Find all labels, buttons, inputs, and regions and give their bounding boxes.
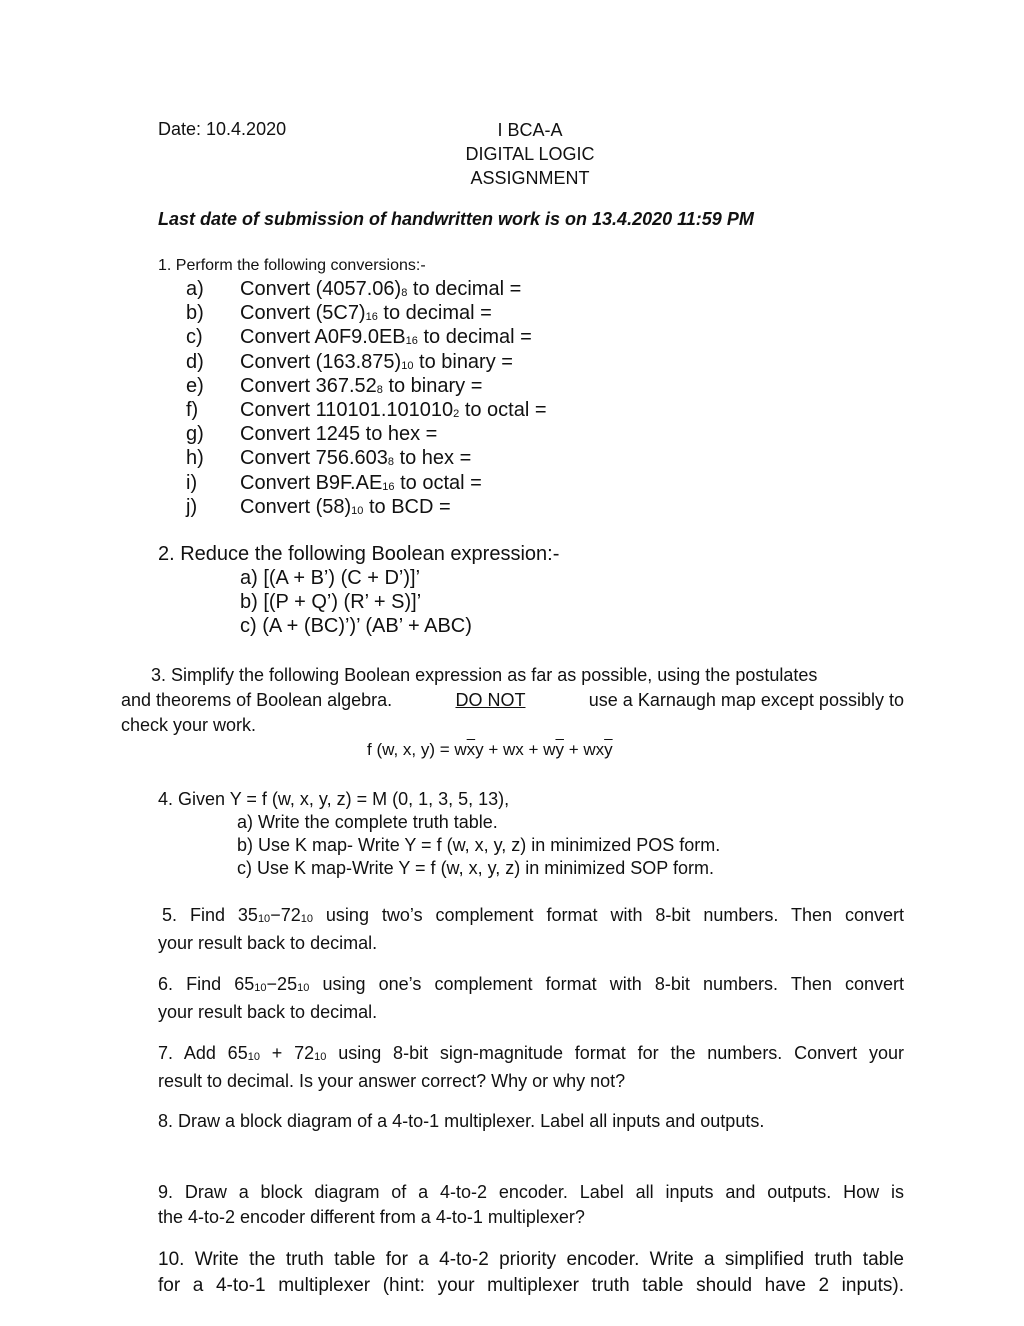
q7-text: using 8-bit sign-magnitude format for the numbers. Convert your bbox=[326, 1043, 904, 1063]
question-10-line-2: for a 4-to-1 multiplexer (hint: your multiplexer truth table should have 2 inputs). bbox=[158, 1275, 904, 1296]
q7-text: 7. Add 65 bbox=[158, 1043, 248, 1063]
conversion-item bbox=[186, 302, 492, 325]
eq-part: + wx bbox=[563, 740, 605, 759]
conversion-item-text: Convert (58) bbox=[240, 495, 352, 518]
question-9-line-2: the 4-to-2 encoder different from a 4-to-1 multiplexer? bbox=[158, 1207, 585, 1227]
conversion-item-label: e) bbox=[186, 374, 204, 397]
question-2-title: 2. Reduce the following Boolean expression:- bbox=[158, 543, 560, 565]
conversion-item-text-end: to BCD = bbox=[363, 495, 451, 518]
question-4-title: 4. Given Y = f (w, x, y, z) = M (0, 1, 3, 5, 13), bbox=[158, 789, 510, 809]
conversion-item-text-end: to decimal = bbox=[377, 302, 492, 325]
question-10-line-1: 10. Write the truth table for a 4-to-2 priority encoder. Write a simplified truth table bbox=[158, 1249, 904, 1270]
conversion-item-base: 2 bbox=[453, 408, 460, 420]
question-7 bbox=[158, 1041, 904, 1094]
conversion-item-text: Convert 367.52 bbox=[240, 374, 377, 397]
conversion-item-base: 16 bbox=[382, 480, 395, 493]
conversion-item-text: Convert A0F9.0EB bbox=[240, 326, 406, 349]
question-7-line-1 bbox=[158, 1041, 904, 1069]
question-3-line-2a: and theorems of Boolean algebra. bbox=[121, 690, 393, 710]
q5-sub: 10 bbox=[257, 913, 271, 925]
eq-overline-y: $\overline{y}$ bbox=[604, 740, 613, 759]
conversion-item-base: 10 bbox=[351, 504, 364, 517]
question-4-item-b: b) Use K map- Write Y = f (w, x, y, z) in minimized POS form. bbox=[237, 835, 721, 855]
question-9 bbox=[158, 1180, 904, 1230]
q7-sub: 10 bbox=[314, 1051, 327, 1063]
conversion-item-label: j) bbox=[186, 495, 198, 518]
question-2-item-c: c) (A + (BC)’)’ (AB’ + ABC) bbox=[240, 615, 472, 637]
question-4-item-c: c) Use K map-Write Y = f (w, x, y, z) in minimized SOP form. bbox=[237, 858, 714, 878]
conversion-item-text-end: to octal = bbox=[459, 399, 547, 421]
conversion-item bbox=[186, 326, 532, 349]
conversion-item-text-end: to decimal = bbox=[407, 278, 522, 300]
conversion-item-text-end: to binary = bbox=[413, 350, 513, 373]
question-8: 8. Draw a block diagram of a 4-to-1 multiplexer. Label all inputs and outputs. bbox=[158, 1111, 765, 1131]
conversion-item-text-end: to octal = bbox=[394, 471, 482, 494]
conversion-item bbox=[186, 496, 451, 519]
q6-text: 6. Find 65 bbox=[158, 974, 255, 994]
conversion-item-base: 10 bbox=[401, 359, 414, 372]
conversion-item bbox=[186, 472, 482, 495]
conversion-item-label: h) bbox=[186, 447, 204, 470]
question-3-line-2 bbox=[121, 688, 904, 713]
class-name: I BCA-A bbox=[497, 120, 563, 140]
conversion-item-base: 8 bbox=[401, 287, 408, 299]
eq-part: y + wx + w bbox=[475, 740, 556, 759]
deadline-notice: Last date of submission of handwritten work is on 13.4.2020 11:59 PM bbox=[158, 209, 754, 229]
header-block bbox=[430, 118, 630, 190]
question-7-line-2: result to decimal. Is your answer correct? Why or why not? bbox=[158, 1071, 626, 1091]
question-3-line-2b: use a Karnaugh map except possibly to bbox=[588, 690, 904, 710]
do-not-emphasis: DO NOT bbox=[455, 690, 526, 710]
question-2-item-a: a) [(A + B’) (C + D’)]’ bbox=[240, 567, 421, 589]
q6-sub: 10 bbox=[297, 982, 310, 994]
conversion-item-label: g) bbox=[186, 423, 204, 446]
q7-text: + 72 bbox=[259, 1043, 315, 1063]
conversion-item-text: Convert 756.603 bbox=[240, 447, 388, 470]
conversion-item bbox=[186, 351, 513, 374]
q6-text: −25 bbox=[266, 974, 298, 994]
question-6-line-2: your result back to decimal. bbox=[158, 1002, 378, 1022]
question-5-line-2: your result back to decimal. bbox=[158, 933, 378, 953]
question-3-line-1: 3. Simplify the following Boolean expression as far as possible, using the postulates bbox=[151, 665, 818, 685]
conversion-item-base: 16 bbox=[365, 311, 378, 324]
conversion-item-label: d) bbox=[186, 350, 204, 373]
q7-sub: 10 bbox=[247, 1051, 260, 1063]
question-10 bbox=[158, 1247, 904, 1299]
conversion-item-base: 8 bbox=[387, 456, 395, 469]
question-5 bbox=[158, 903, 904, 956]
conversion-item-label: f) bbox=[186, 399, 199, 421]
question-9-line-1: 9. Draw a block diagram of a 4-to-2 encoder. Label all inputs and outputs. How is bbox=[158, 1182, 904, 1202]
conversion-item bbox=[186, 399, 547, 422]
conversion-item-text-end: to binary = bbox=[382, 374, 483, 397]
conversion-item bbox=[186, 375, 482, 398]
conversion-item-text-end: to hex = bbox=[394, 447, 472, 470]
q5-text: 5. Find 35 bbox=[162, 905, 258, 925]
question-1-title: 1. Perform the following conversions:- bbox=[158, 257, 426, 274]
date-text: Date: 10.4.2020 bbox=[158, 119, 287, 139]
conversion-item-label: a) bbox=[186, 278, 204, 300]
question-3 bbox=[121, 663, 904, 738]
conversion-item bbox=[186, 423, 437, 446]
question-6 bbox=[158, 972, 904, 1025]
document-type: ASSIGNMENT bbox=[470, 168, 590, 188]
conversion-item-text: Convert (163.875) bbox=[240, 350, 402, 373]
conversion-item-text: Convert 110101.101010 bbox=[240, 399, 454, 421]
question-6-line-1 bbox=[158, 972, 904, 1000]
conversion-item-base: 16 bbox=[405, 335, 418, 348]
question-2-item-b: b) [(P + Q’) (R’ + S)]’ bbox=[240, 591, 422, 613]
question-3-equation bbox=[367, 740, 613, 760]
q6-sub: 10 bbox=[254, 982, 267, 994]
conversion-item bbox=[186, 278, 521, 301]
conversion-item-text: Convert (5C7) bbox=[240, 302, 366, 325]
conversion-item bbox=[186, 447, 471, 470]
q6-text: using one’s complement format with 8-bit numbers. Then convert bbox=[309, 974, 904, 994]
q5-text: −72 bbox=[270, 905, 301, 925]
conversion-item-text: Convert (4057.06) bbox=[240, 278, 402, 300]
conversion-item-label: b) bbox=[186, 302, 204, 325]
q5-text: using two’s complement format with 8-bit numbers. Then convert bbox=[312, 905, 904, 925]
eq-overline-x: $\overline{x}$ bbox=[466, 740, 476, 759]
eq-overline-y: $\overline{y}$ bbox=[555, 740, 564, 759]
conversion-item-text-end: to decimal = bbox=[417, 326, 532, 349]
conversion-item-label: i) bbox=[186, 471, 198, 494]
question-5-line-1 bbox=[158, 903, 904, 931]
conversion-item-label: c) bbox=[186, 326, 203, 349]
conversion-item-text: Convert B9F.AE bbox=[240, 471, 383, 494]
subject-title: DIGITAL LOGIC bbox=[465, 144, 595, 164]
q5-sub: 10 bbox=[300, 913, 313, 925]
question-4-item-a: a) Write the complete truth table. bbox=[237, 812, 498, 832]
question-3-line-3: check your work. bbox=[121, 715, 257, 735]
eq-part: f (w, x, y) = w bbox=[367, 740, 467, 759]
conversion-item-text: Convert 1245 to hex = bbox=[240, 423, 438, 446]
conversion-item-base: 8 bbox=[376, 383, 383, 396]
